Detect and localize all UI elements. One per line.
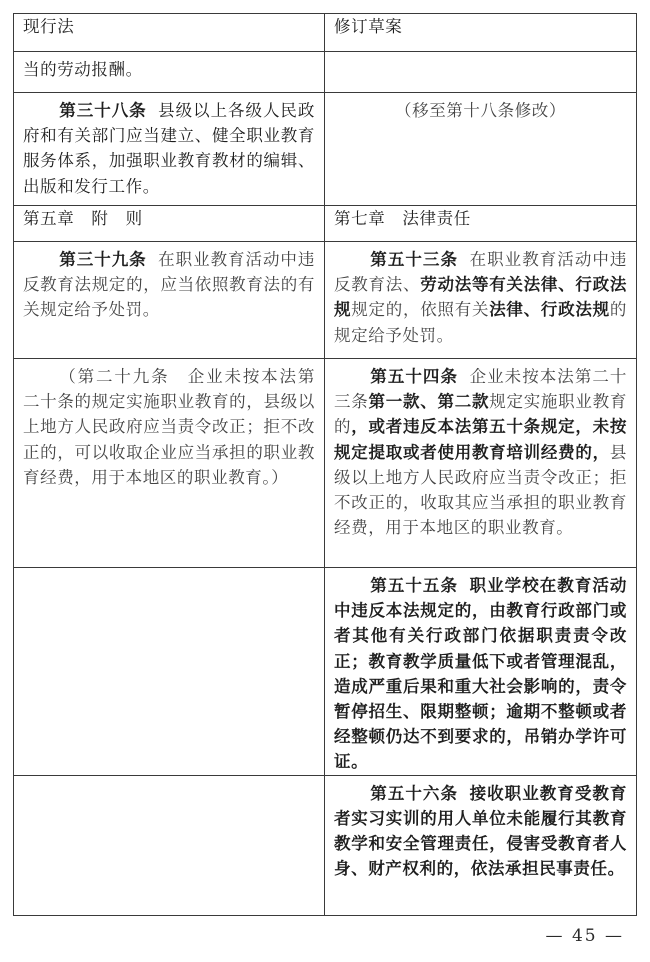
page-number: — 45 — [545,926,624,946]
amended-text: 劳动法等有关法律、行政法规 [334,275,627,320]
table-row [14,52,637,93]
article-text: 在职业教育活动中违反教育法规定的，应当依照教育法的有关规定给予处罚。 [23,250,315,320]
comparison-table [13,13,637,916]
new-article-text: 职业学校在教育活动中违反本法规定的，由教育行政部门或者其他有关行政部门依据职责责令改正；教育教学质量低下或者管理混乱，造成严重后果和重大社会影响的，责令暂停招生、限期整顿；逾期不整顿或者经整顿仍达不到要求的，吊销办学许可证。 [334,576,628,772]
chapter-row [14,206,637,242]
header-row [14,14,637,52]
article-number: 第五十五条 [370,576,459,595]
amended-text: ，或者违反本法第五十条规定，未按规定提取或者使用教育培训经费的， [334,417,627,462]
header-draft: 修订草案 [325,14,637,52]
draft-cell [325,52,637,93]
article-text: 县级以上地方人民政府应当责令改正；拒不改正的，收取其应当承担的职业教育经费，用于本地区的职业教育。 [334,442,627,538]
current-law-cell [14,568,325,776]
article-text: 规定的，依照有关 [351,300,490,320]
article-text: 规定实施职业教育的 [334,392,628,437]
draft-cell [325,775,637,915]
draft-cell [325,359,637,568]
new-article-text: 接收职业教育受教育者实习实训的用人单位未能履行其教育教学和安全管理责任，侵害受教育者人身、财产权利的，依法承担民事责任。 [334,783,628,879]
article-number: 第五十三条 [370,250,459,269]
draft-note: （移至第十八条修改） [395,101,566,120]
current-law-text: 当的劳动报酬。 [23,60,143,79]
table-row [14,242,637,359]
current-law-cell [14,93,325,206]
amended-text: 法律、行政法规 [489,300,610,320]
amended-text: 第一款、第二款 [368,392,490,412]
article-number: 第三十九条 [59,250,147,269]
table-row [14,568,637,776]
current-law-cell [14,52,325,93]
header-current-law: 现行法 [14,14,325,52]
current-law-cell [14,359,325,568]
table-row [14,775,637,915]
article-number: 第三十八条 [59,101,147,120]
table-row [14,93,637,206]
chapter-current: 第五章 附 则 [14,206,325,242]
current-law-cell [14,242,325,359]
article-text: 县级以上各级人民政府和有关部门应当建立、健全职业教育服务体系，加强职业教育教材的编辑、出版和发行工作。 [23,101,315,196]
article-text: 的规定给予处罚。 [334,300,627,345]
article-number: 第五十六条 [370,783,459,803]
table-row [14,359,637,568]
draft-cell [325,568,637,776]
draft-cell [325,93,637,206]
article-number: 第五十四条 [370,367,459,386]
chapter-draft: 第七章 法律责任 [325,206,637,242]
article-text: 在职业教育活动中违反教育法、 [334,250,628,295]
article-text: 企业未按本法第二十三条 [334,367,628,412]
article-text: （第二十九条 企业未按本法第二十条的规定实施职业教育的，县级以上地方人民政府应当责令改正；拒不改正的，可以收取企业应当承担的职业教育经费，用于本地区的职业教育。） [23,367,315,487]
current-law-cell [14,775,325,915]
draft-cell [325,242,637,359]
